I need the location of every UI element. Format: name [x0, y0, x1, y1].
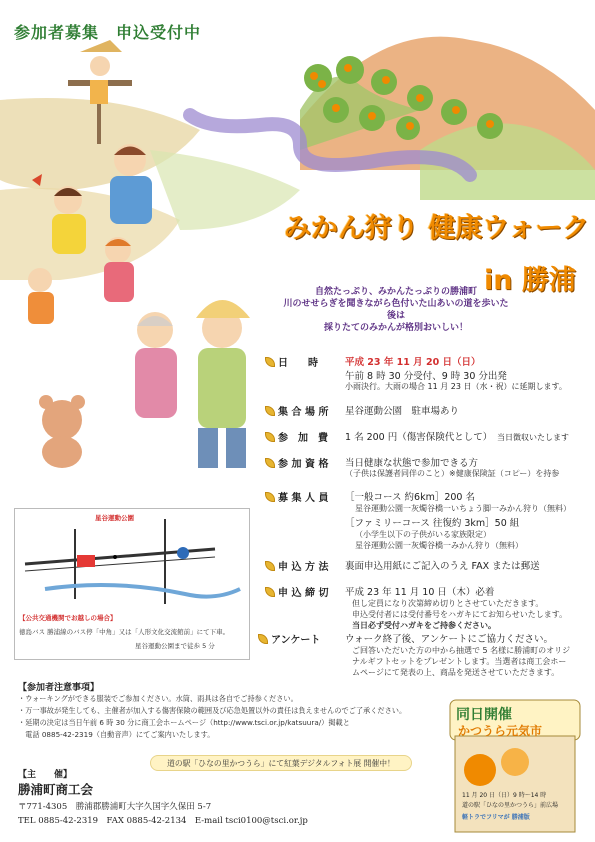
note-item: ・延期の決定は当日午前 6 時 30 分に商工会ホームページ（http://www.tsci.or.jp/katsuura/）掲載と: [18, 718, 350, 727]
organizer-address: 〒771-4305 勝浦郡勝浦町大字久国字久保田 5-7: [18, 802, 212, 812]
deadline-value: 平成 23 年 11 月 10 日（木）必着: [345, 587, 495, 598]
eligibility-note: （子供は保護者同伴のこと）※健康保険証（コピー）を持参: [345, 469, 560, 478]
date-time: 午前 8 時 30 分受付、9 時 30 分出発: [345, 371, 507, 382]
photo-exhibit-banner: 道の駅「ひなの里かつうら」にて紅葉デジタルフォト展 開催中！: [150, 755, 412, 771]
note-item: ・ウォーキングができる服装でご参加ください。水筒、雨具は各自でご持参ください。: [18, 694, 298, 703]
eligibility-label-text: 参 加 資 格: [278, 459, 329, 470]
organizer-contact: TEL 0885-42-2319 FAX 0885-42-2134 E-mail tsci0100@tsci.or.jp: [18, 816, 308, 826]
note-item: ・万一事故が発生しても、主催者が加入する傷害保険の範囲及び応急処置以外の責任は負えませんのでご了承ください。: [18, 706, 407, 715]
capacity-family-route: 星谷運動公園一灰燭谷橋一みかん狩り（無料）: [355, 541, 523, 550]
date-label-text: 日 時: [278, 358, 318, 369]
capacity-general-route: 星谷運動公園一灰燭谷橋一いちょう脚一みかん狩り（無料）: [355, 504, 571, 513]
deadline-bring-note: 当日必ず受付ハガキをご持参ください。: [352, 621, 496, 630]
leaf-icon: [265, 492, 275, 502]
organizer-label: 【主 催】: [18, 770, 73, 780]
capacity-family: ［ファミリーコース 往復約 3km］50 組: [345, 518, 520, 529]
date-value: 平成 23 年 11 月 20 日（日）: [345, 357, 481, 368]
intro-line: 川のせせらぎを聞きながら色付いた山あいの道を歩いた後は: [283, 299, 509, 321]
intro-text: [282, 286, 510, 334]
map-park-label: 星谷運動公園: [95, 514, 134, 522]
fee-amount: 1 名 200 円（傷害保険代として）: [345, 432, 488, 443]
deadline-note: 但し定員になり次第締め切りとさせていただきます。: [352, 599, 544, 608]
capacity-family-note: （小学生以下の子供がいる家族限定）: [355, 530, 491, 539]
fee-label: [265, 429, 328, 444]
event-title-location: in 勝浦: [484, 265, 576, 296]
notes-title: 【参加者注意事項】: [18, 683, 100, 693]
place-value: 星谷運動公園 駐車場あり: [345, 406, 460, 417]
map-notice: 【公共交通機関でお越しの場合】: [19, 614, 117, 622]
deadline-label-text: 申 込 締 切: [278, 588, 329, 599]
leaf-icon: [265, 406, 275, 416]
fee-note: 当日徴収いたします: [497, 433, 570, 442]
event-title: みかん狩り 健康ウォーク: [284, 213, 590, 244]
intro-line: 採りたてのみかんが格別おいしい！: [323, 323, 468, 333]
market-time: 11 月 20 日（日）9 時〜14 時: [462, 792, 547, 799]
leaf-icon: [265, 561, 275, 571]
method-value: 裏面申込用紙にご記入のうえ FAX または郵送: [345, 561, 540, 572]
date-label: [265, 354, 318, 369]
deadline-label: [265, 584, 328, 599]
survey-label-text: アンケート: [271, 635, 321, 646]
place-label: [265, 403, 328, 418]
survey-line: ムページにて発表の上、商品を発送させていただきます。: [352, 668, 560, 677]
market-venue: 道の駅「ひなの里かつうら」前広場: [462, 802, 559, 809]
map-walk-info: 星谷運動公園まで徒歩 5 分: [135, 642, 215, 650]
leaf-icon: [265, 587, 275, 597]
leaf-icon: [265, 458, 275, 468]
survey-line: ご回答いただいた方の中から抽選で 5 名様に勝浦町のオリジ: [352, 646, 571, 655]
map-bus-info: 徳島バス 勝浦線のバス停「中角」又は「人形文化交流館前」にて下車。: [19, 628, 230, 636]
intro-line: 自然たっぷり、みかんたっぷりの勝浦町: [314, 287, 477, 297]
access-map: [14, 508, 250, 660]
market-name: かつうら元気市: [458, 724, 543, 738]
capacity-label-text: 募 集 人 員: [278, 493, 329, 504]
method-label-text: 申 込 方 法: [278, 562, 329, 573]
fee-label-text: 参 加 費: [278, 433, 328, 444]
capacity-label: [265, 489, 328, 504]
survey-value: ウォーク終了後、アンケートにご協力ください。: [345, 634, 554, 645]
recruit-tag: 参加者募集 申込受付中: [14, 23, 202, 42]
fee-value: [345, 429, 569, 443]
date-rain-note: 小雨決行。大雨の場合 11 月 23 日（水・祝）に延期します。: [345, 382, 567, 391]
organizer-name: 勝浦町商工会: [18, 782, 94, 797]
method-label: [265, 558, 328, 573]
survey-label: [258, 631, 320, 646]
market-flyer: 軽トラでフリマが 勝浦版: [462, 814, 530, 821]
map-graphic: [15, 509, 249, 609]
leaf-icon: [258, 634, 268, 644]
note-item: 電話 0885-42-2319（自動音声）にてご案内いたします。: [18, 730, 215, 739]
survey-line: ナルギフトセットをプレゼントします。当選者は商工会ホー: [352, 657, 567, 666]
eligibility-label: [265, 455, 328, 470]
capacity-general: ［一般コース 約6km］200 名: [345, 492, 475, 503]
leaf-icon: [265, 357, 275, 367]
leaf-icon: [265, 432, 275, 442]
deadline-postcard-note: 申込受付者には受付番号をハガキにてお知らせいたします。: [352, 610, 568, 619]
market-sign: 同日開催: [456, 707, 512, 723]
eligibility-value: 当日健康な状態で参加できる方: [345, 458, 479, 469]
place-label-text: 集 合 場 所: [278, 407, 329, 418]
